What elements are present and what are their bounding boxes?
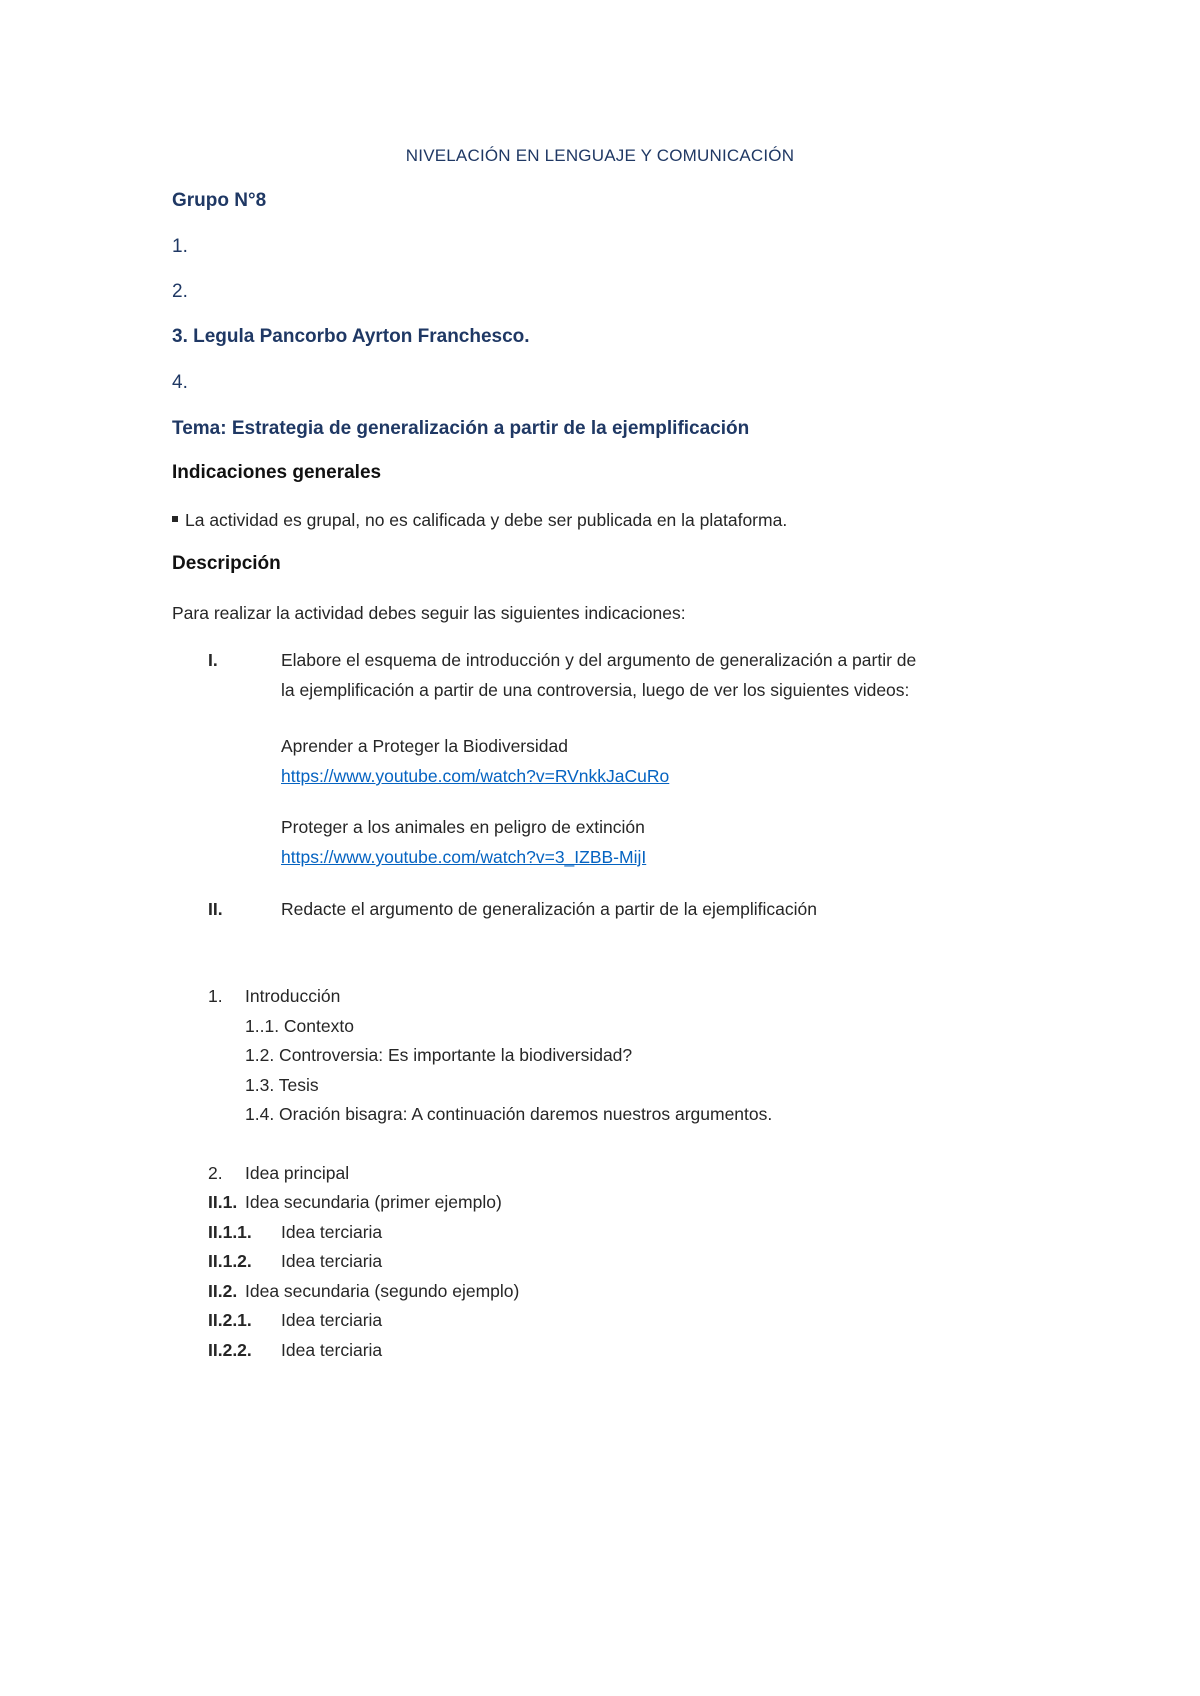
- description-heading: Descripción: [172, 553, 281, 574]
- general-heading: Indicaciones generales: [172, 462, 382, 483]
- item-i-line2: la ejemplificación a partir de una controversia, luego de ver los siguientes videos:: [281, 680, 910, 700]
- outline-main-number: 2.: [208, 1163, 223, 1183]
- outline-row-text: Idea secundaria (primer ejemplo): [245, 1192, 502, 1212]
- outline-intro-label: Introducción: [245, 986, 341, 1006]
- outline-row-number: II.1.1.: [208, 1222, 252, 1242]
- outline-row-text: Idea terciaria: [281, 1310, 383, 1330]
- topic-heading: Tema: Estrategia de generalización a partir de la ejemplificación: [172, 418, 750, 439]
- outline-intro-sub-4: 1.4. Oración bisagra: A continuación daremos nuestros argumentos.: [245, 1104, 773, 1124]
- item-ii-line1: Redacte el argumento de generalización a partir de la ejemplificación: [281, 899, 818, 919]
- outline-intro-sub-3: 1.3. Tesis: [245, 1075, 319, 1095]
- document-title: NIVELACIÓN EN LENGUAJE Y COMUNICACIÓN: [405, 146, 795, 165]
- outline-row-text: Idea terciaria: [281, 1340, 383, 1360]
- group-label: Grupo N°8: [172, 190, 267, 211]
- video-1-title: Aprender a Proteger la Biodiversidad: [281, 736, 568, 756]
- member-2: 2.: [172, 281, 188, 302]
- outline-intro-sub-1: 1..1. Contexto: [245, 1016, 354, 1036]
- outline-row-text: Idea terciaria: [281, 1251, 383, 1271]
- member-4: 4.: [172, 372, 188, 393]
- outline-row-number: II.2.2.: [208, 1340, 252, 1360]
- general-bullet: [172, 510, 787, 531]
- item-ii-number: II.: [208, 899, 223, 919]
- outline-row-number: II.1.: [208, 1192, 238, 1212]
- item-i-line1: Elabore el esquema de introducción y del argumento de generalización a partir de: [281, 650, 917, 670]
- outline-row-number: II.1.2.: [208, 1251, 252, 1271]
- item-i-number: I.: [208, 650, 218, 670]
- outline-intro-number: 1.: [208, 986, 223, 1006]
- outline-row-number: II.2.: [208, 1281, 238, 1301]
- member-3: 3. Legula Pancorbo Ayrton Franchesco.: [172, 326, 530, 347]
- video-2-title: Proteger a los animales en peligro de extinción: [281, 817, 645, 837]
- bullet-icon: [172, 516, 178, 522]
- outline-row-text: Idea terciaria: [281, 1222, 383, 1242]
- outline-row-number: II.2.1.: [208, 1310, 252, 1330]
- outline-main-label: Idea principal: [245, 1163, 350, 1183]
- description-intro: Para realizar la actividad debes seguir las siguientes indicaciones:: [172, 603, 686, 623]
- video-2-link[interactable]: https://www.youtube.com/watch?v=3_IZBB-MijI: [281, 847, 647, 867]
- member-1: 1.: [172, 236, 188, 257]
- video-1-link[interactable]: https://www.youtube.com/watch?v=RVnkkJaCuRo: [281, 766, 670, 786]
- outline-intro-sub-2: 1.2. Controversia: Es importante la biodiversidad?: [245, 1045, 633, 1065]
- outline-row-text: Idea secundaria (segundo ejemplo): [245, 1281, 520, 1301]
- general-bullet-text: La actividad es grupal, no es calificada y debe ser publicada en la plataforma.: [185, 510, 788, 530]
